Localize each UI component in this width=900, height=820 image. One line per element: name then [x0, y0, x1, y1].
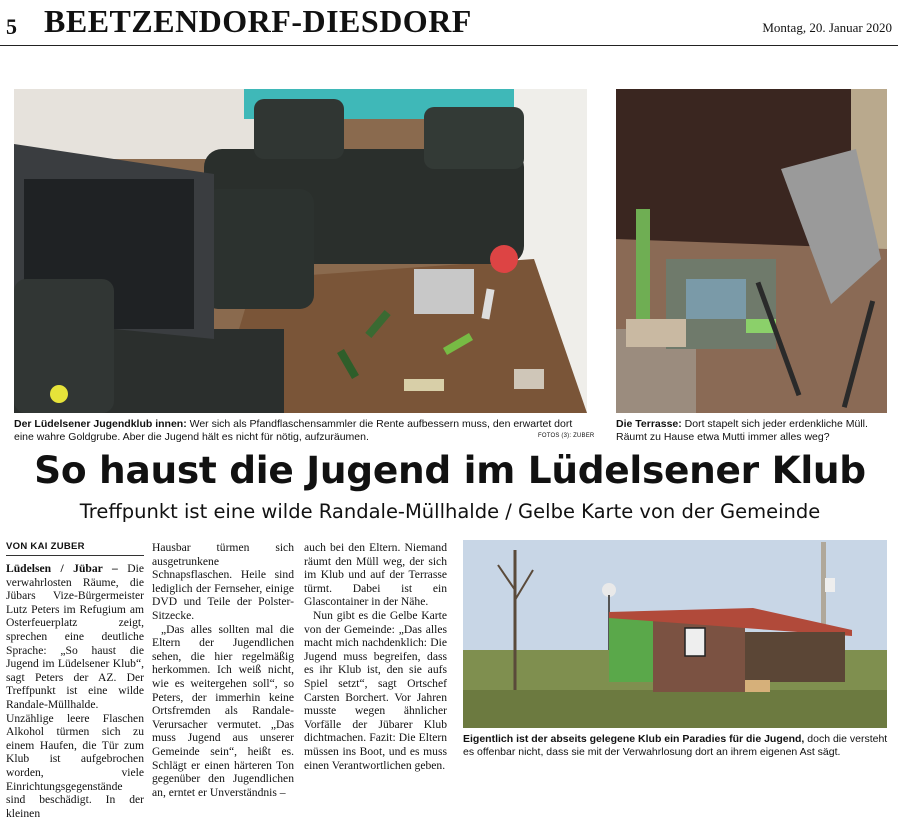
caption-club-interior: [14, 418, 588, 444]
caption-text: Dort stapelt sich jeder erdenkliche Müll. Räumt zu Hause etwa Mutti immer alles weg?: [616, 418, 868, 443]
dateline: Lüdelsen / Jübar –: [6, 562, 118, 575]
body-paragraph: „Das alles sollten mal die Eltern der Jugendlichen sehen, die hier regelmäßig herkommen. Ich weiß nicht, wie es weitergehen soll“, so Peters, der immerhin keine Ortsfremden als Randale-Verursacher vermutet. „Das muss Jugend aus unserer Gemeinde sein“, heißt es. Schlägt er einen härteren Ton gegenüber den Jugendlichen an, erntet er Unverständnis –: [152, 622, 294, 799]
issue-date: Montag, 20. Januar 2020: [762, 20, 892, 35]
article-column-2: [152, 541, 294, 799]
body-paragraph: auch bei den Eltern. Niemand räumt den Müll weg, der sich im Klub und auf der Terrasse türmt. Dabei ist ein Glascontainer in der Nähe.: [304, 541, 447, 609]
page-number: 5: [6, 14, 17, 39]
photo-club-terrace: [616, 89, 887, 413]
body-paragraph: Hausbar türmen sich ausgetrunkene Schnapsflaschen. Heile sind lediglich der Fernseher, einige DVD und Teile der Polster-Sitzecke.: [152, 541, 294, 622]
body-text: Die verwahrlosten Räume, die Jübars Vize-Bürgermeister Lutz Peters im Refugium am Osterfeuerplatz zeigt, sprechen eine deutliche Sprache: „So haust die Jugend im Lüdelsener Klub“, sagt Peters der AZ. Der Treffpunkt ist eine wilde Randale-Müllhalde. Unzählige leere Flaschen Alkohol türmen sich zu einem Haufen, die Tür zum Klub ist aufgebrochen worden, viele Einrichtungsgegenstände sind beschädigt. In der kleinen: [6, 562, 144, 820]
photo-club-exterior: [463, 540, 887, 728]
article-column-3: [304, 541, 447, 772]
article-subheadline: Treffpunkt ist eine wilde Randale-Müllhalde / Gelbe Karte von der Gemeinde: [79, 500, 821, 523]
photo-credit: FOTOS (3): ZUBER: [538, 433, 595, 439]
caption-text: doch die versteht es offenbar nicht, dass sie mit der Verwahrlosung dort an ihrem eigenen Ast sägt.: [463, 733, 888, 758]
byline-divider: [6, 555, 144, 556]
section-title: BEETZENDORF-DIESDORF: [44, 3, 472, 39]
caption-club-exterior: [463, 733, 891, 759]
caption-lead: Die Terrasse:: [616, 418, 682, 430]
byline: VON KAI ZUBER: [6, 541, 85, 552]
photo-club-interior: [14, 89, 587, 413]
caption-lead: Eigentlich ist der abseits gelegene Klub ein Paradies für die Jugend,: [463, 733, 805, 745]
caption-text: Wer sich als Pfandflaschensammler die Rente aufbessern muss, den erwartet dort eine wahre Goldgrube. Aber die Jugend hält es nicht für nötig, aufzuräumen.: [14, 418, 573, 443]
caption-club-terrace: [616, 418, 888, 444]
article-headline: So haust die Jugend im Lüdelsener Klub: [34, 448, 866, 492]
body-paragraph: Nun gibt es die Gelbe Karte von der Gemeinde: „Das alles macht mich nachdenklich: Die Jugend muss begreifen, dass es ihr Klub ist, den sie aufs Spiel setzt“, sagt Ortschef Carsten Borchert. Vor Jahren musste wegen ähnlicher Vorfälle der Jübarer Klub dichtmachen. Fazit: Die Eltern müssen ins Boot, und es muss einen Verantwortlichen geben.: [304, 608, 447, 772]
header-divider: [0, 45, 898, 46]
article-column-1: [6, 562, 144, 820]
caption-lead: Der Lüdelsener Jugendklub innen:: [14, 418, 187, 430]
